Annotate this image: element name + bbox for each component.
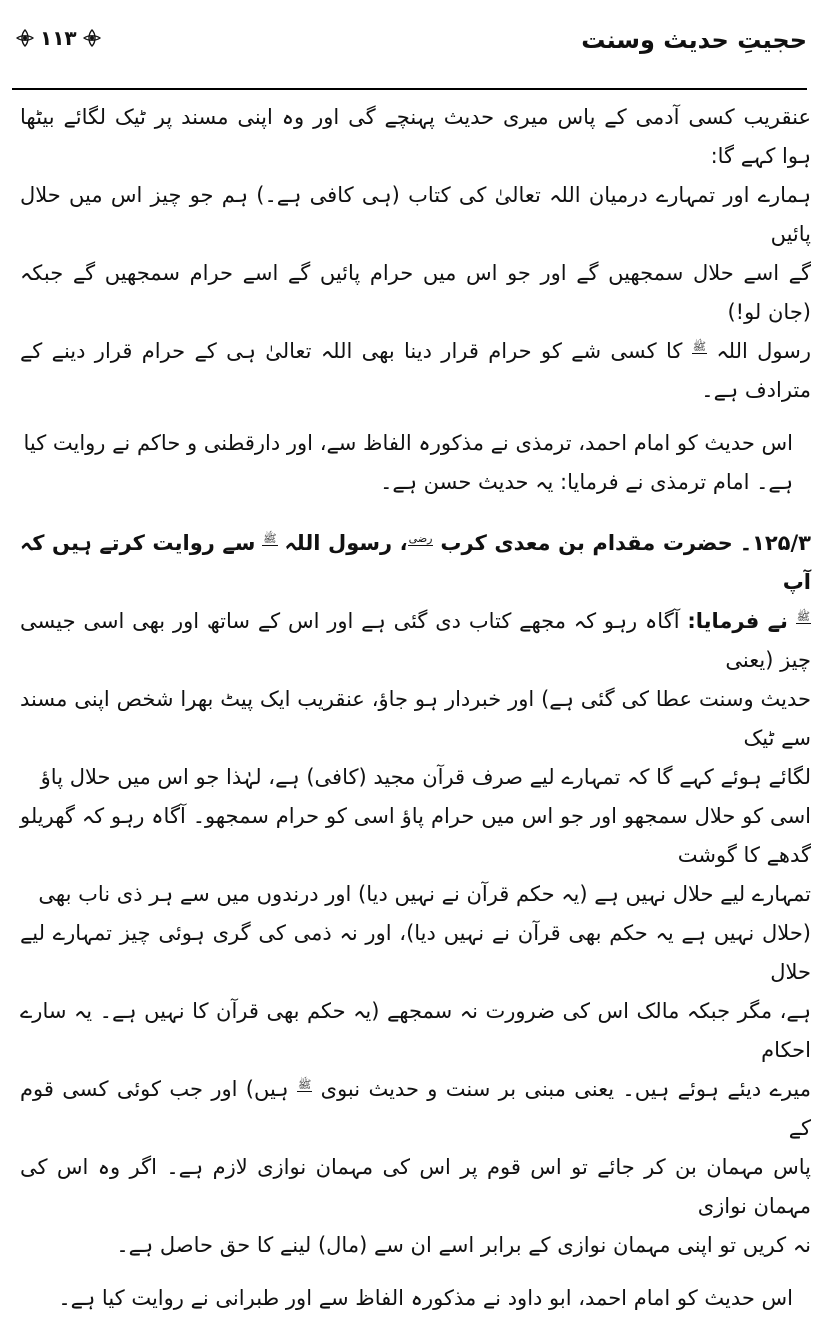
- source-note-2: [20, 1279, 811, 1318]
- ra-honorific: رضی: [408, 532, 433, 545]
- text-line: حدیث وسنت عطا کی گئی ہے) اور خبردار ہو جاؤ، عنقریب ایک پیٹ بھرا شخص اپنی مسند سے ٹیک: [20, 687, 811, 750]
- text-span: کا کسی شے کو حرام قرار دینا بھی اللہ تعالیٰ ہی کے حرام قرار دینے کے مترادف ہے۔: [20, 339, 811, 402]
- text-line: [20, 332, 811, 410]
- text-span: سے روایت کرتے ہیں کہ آپ: [20, 531, 811, 594]
- hadith-125: [20, 524, 811, 1265]
- text-line: اس حدیث کو امام احمد، ترمذی نے مذکورہ الفاظ سے، اور دارقطنی و حاکم نے روایت کیا: [23, 431, 793, 455]
- text-line: (حلال نہیں ہے یہ حکم بھی قرآن نے نہیں دیا)، اور نہ ذمی کی گری ہوئی چیز تمہارے لیے حلال: [20, 921, 811, 984]
- flourish-left-icon: [16, 29, 34, 47]
- page-body: [20, 98, 811, 1318]
- text-line: اسی کو حلال سمجھو اور جو اس میں حرام پاؤ اسی کو حرام سمجھو۔ آگاہ رہو کہ گھریلو گدھے کا گوشت: [20, 804, 811, 867]
- text-span: ، رسول اللہ: [284, 531, 408, 555]
- text-span: آگاہ رہو کہ مجھے کتاب دی گئی ہے اور اس کے ساتھ اور بھی اسی جیسی چیز (یعنی: [20, 609, 811, 672]
- hadith-heading-line: [20, 524, 811, 602]
- text-line: [20, 602, 811, 680]
- pbuh-honorific: ﷺ: [796, 610, 810, 623]
- text-line: نہ کریں تو اپنی مہمان نوازی کے برابر اسے ان سے (مال) لینے کا حق حاصل ہے۔: [116, 1233, 811, 1257]
- text-line: ہے، مگر جبکہ مالک اس کی ضرورت نہ سمجھے (یہ حکم بھی قرآن کا نہیں ہے۔ یہ سارے احکام: [20, 999, 811, 1062]
- text-line: ہے۔ امام ترمذی نے فرمایا: یہ حدیث حسن ہے۔: [380, 470, 793, 494]
- pbuh-honorific: ﷺ: [263, 532, 277, 545]
- header-divider: [12, 88, 807, 90]
- text-span: ہیں) اور جب کوئی کسی قوم کے: [20, 1077, 811, 1140]
- page-number-ornament: [16, 26, 101, 50]
- text-line: عنقریب کسی آدمی کے پاس میری حدیث پہنچے گی اور وہ اپنی مسند پر ٹیک لگائے بیٹھا ہوا کہے گا:: [20, 105, 811, 168]
- text-line: اس حدیث کو امام احمد، ابو داود نے مذکورہ الفاظ سے اور طبرانی نے روایت کیا ہے۔: [58, 1286, 793, 1310]
- book-title: حجیتِ حدیث وسنت: [581, 26, 807, 54]
- flourish-right-icon: [83, 29, 101, 47]
- source-note-1: [20, 424, 811, 502]
- narrator: حضرت مقدام بن معدی کرب: [440, 531, 733, 555]
- hadith-1-continuation: [20, 98, 811, 410]
- hadith-number: ۱۲۵/۳۔: [739, 531, 811, 555]
- pbuh-honorific: ﷺ: [297, 1078, 312, 1091]
- pbuh-honorific: ﷺ: [692, 340, 706, 353]
- text-line: [20, 1070, 811, 1148]
- text-line: تمہارے لیے حلال نہیں ہے (یہ حکم قرآن نے نہیں دیا) اور درندوں میں سے ہر ذی ناب بھی: [38, 882, 811, 906]
- text-span: میرے دیئے ہوئے ہیں۔ یعنی مبنی بر سنت و حدیث نبوی: [320, 1077, 812, 1101]
- text-span: رسول اللہ: [716, 339, 811, 363]
- text-span: نے فرمایا:: [687, 609, 788, 633]
- text-line: لگائے ہوئے کہے گا کہ تمہارے لیے صرف قرآن مجید (کافی) ہے، لہٰذا جو اس میں حلال پاؤ: [40, 765, 811, 789]
- text-line: پاس مہمان بن کر جائے تو اس قوم پر اس کی مہمان نوازی لازم ہے۔ اگر وہ اس کی مہمان نوازی: [20, 1155, 811, 1218]
- page-header: [12, 20, 807, 80]
- text-line: گے اسے حلال سمجھیں گے اور جو اس میں حرام پائیں گے اسے حرام سمجھیں گے جبکہ (جان لو!): [20, 261, 811, 324]
- text-line: ہمارے اور تمہارے درمیان اللہ تعالیٰ کی کتاب (ہی کافی ہے۔) ہم جو چیز اس میں حلال پائیں: [20, 183, 811, 246]
- page-number: ۱۱۳: [40, 26, 77, 50]
